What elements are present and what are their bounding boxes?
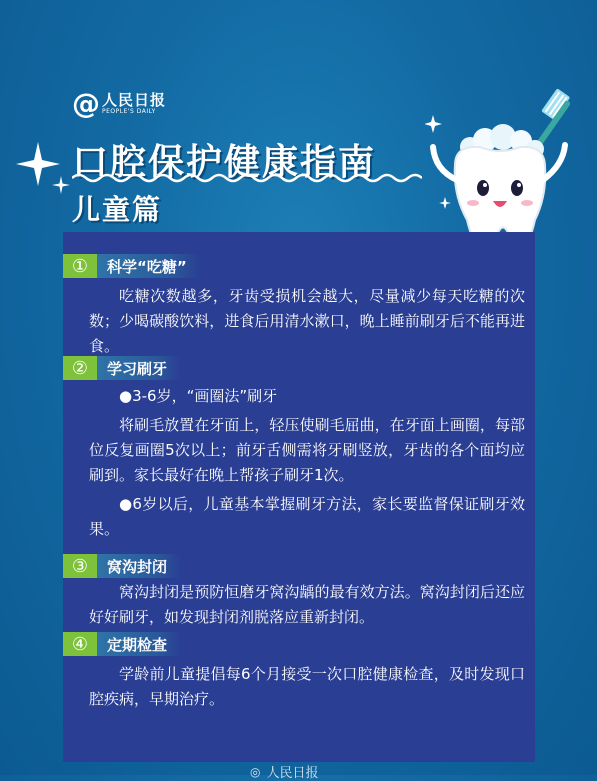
section-header	[63, 356, 535, 380]
section-number-badge: ①	[63, 254, 97, 278]
wave-divider	[72, 172, 422, 184]
section-bullet: ●6岁以后，儿童基本掌握刷牙方法，家长要监督保证刷牙效果。	[89, 495, 525, 538]
section-checkup	[63, 632, 535, 712]
section-paragraph: 窝沟封闭是预防恒磨牙窝沟龋的最有效方法。窝沟封闭后还应好好刷牙，如发现封闭剂脱落应重新封闭。	[89, 583, 525, 626]
section-header	[63, 554, 535, 578]
section-header	[63, 254, 535, 278]
section-paragraph: 吃糖次数越多，牙齿受损机会越大，尽量减少每天吃糖的次数；少喝碳酸饮料，进食后用清水漱口，晚上睡前刷牙后不能再进食。	[89, 287, 525, 355]
sparkle-small-icon	[52, 176, 70, 194]
section-title: 学习刷牙	[97, 356, 181, 380]
footer-watermark	[250, 762, 319, 781]
section-bullet: ●3-6岁，“画圈法”刷牙	[119, 387, 278, 405]
section-sealant	[63, 554, 535, 630]
brand-logo	[72, 87, 167, 120]
brand-name-en: PEOPLE'S DAILY	[102, 108, 156, 115]
section-header	[63, 632, 535, 656]
section-sugar	[63, 254, 535, 359]
page-title: 口腔保护健康指南	[72, 142, 377, 183]
section-number-badge: ②	[63, 356, 97, 380]
section-title: 科学“吃糖”	[97, 254, 201, 278]
section-paragraph: 学龄前儿童提倡每6个月接受一次口腔健康检查，及时发现口腔疾病，早期治疗。	[89, 665, 525, 708]
section-paragraph: 将刷毛放置在牙面上，轻压使刷毛屈曲，在牙面上画圈，每部位反复画圈5次以上；前牙舌侧需将牙刷竖放，牙齿的各个面均应刷到。家长最好在晚上帮孩子刷牙1次。	[89, 416, 525, 484]
section-number-badge: ④	[63, 632, 97, 656]
brand-at: @	[72, 87, 100, 120]
section-number-badge: ③	[63, 554, 97, 578]
brand-name-cn: 人民日报	[102, 91, 167, 109]
page-subtitle: 儿童篇	[72, 193, 163, 226]
brand-text	[102, 92, 166, 116]
section-title: 定期检查	[97, 632, 181, 656]
content-panel	[63, 232, 535, 762]
section-brushing	[63, 356, 535, 542]
footer-text: 人民日报	[266, 766, 319, 781]
section-title: 窝沟封闭	[97, 554, 181, 578]
weibo-icon: ◎	[250, 764, 261, 779]
